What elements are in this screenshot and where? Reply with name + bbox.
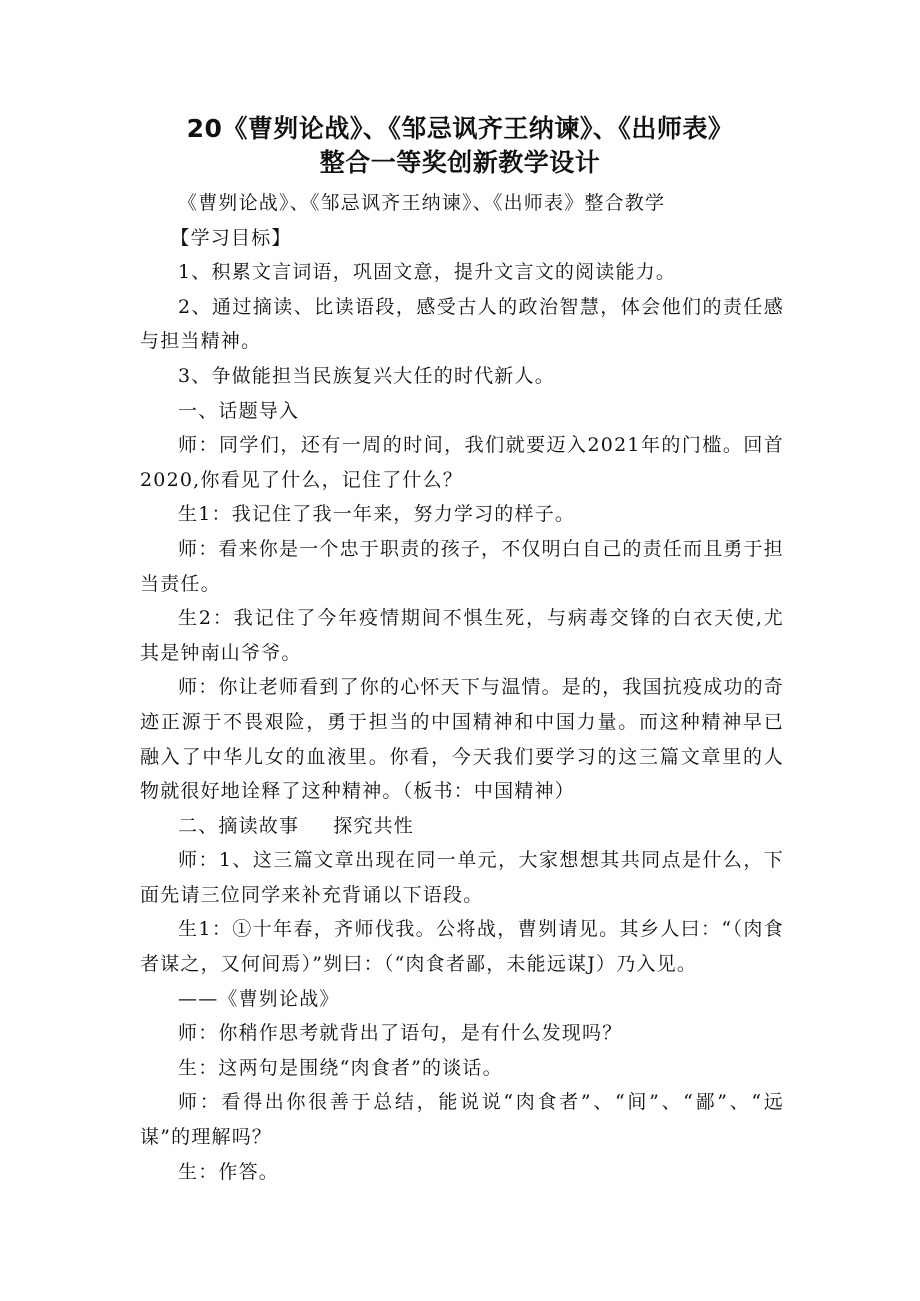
paragraph-dialogue: 师：1、这三篇文章出现在同一单元，大家想想其共同点是什么，下面先请三位同学来补充背诵以下语段。 (140, 849, 784, 906)
paragraph-dialogue: 生1：①十年春，齐师伐我。公将战，曹刿请见。其乡人曰：“（肉食者谋之，又何间焉）”刿曰：（“肉食者鄙，未能远谋J）乃入见。 (140, 918, 784, 976)
document-body (140, 186, 784, 1189)
paragraph-subtitle: 《曹刿论战》、《邹忌讽齐王纳谏》、《出师表》整合教学 (178, 192, 666, 214)
section-heading-2-part-1: 二、摘读故事 (178, 814, 300, 837)
paragraph-dialogue: 师：你稍作思考就背出了语句，是有什么发现吗？ (178, 1022, 623, 1045)
paragraph-dialogue: 生：作答。 (178, 1160, 280, 1183)
paragraph-dialogue: 师：同学们，还有一周的时间，我们就要迈入2021年的门槛。回首2020,你看见了什么，记住了什么？ (140, 434, 784, 491)
document-title-line-1: 20《曹刿论战》、《邹忌讽齐王纳谏》、《出师表》 (186, 114, 734, 143)
paragraph-objective-1: 1、积累文言词语，巩固文意，提升文言文的阅读能力。 (178, 261, 677, 284)
section-heading-2 (140, 809, 784, 844)
paragraph-objective-2: 2、通过摘读、比读语段，感受古人的政治智慧，体会他们的责任感与担当精神。 (140, 295, 784, 353)
paragraph-dialogue: 生1：我记住了我一年来，努力学习的样子。 (178, 503, 576, 526)
paragraph-objectives-heading: 【学习目标】 (170, 226, 292, 249)
document-title-line-2: 整合一等奖创新教学设计 (319, 148, 601, 177)
paragraph-dialogue: 师：你让老师看到了你的心怀天下与温情。是的，我国抗疫成功的奇迹正源于不畏艰险，勇于担当的中国精神和中国力量。而这种精神早已融入了中华儿女的血液里。你看，今天我们要学习的这三篇文章里的人物就很好地诠释了这种精神。（板书：中国精神） (140, 676, 785, 803)
paragraph-source: ——《曹刿论战》 (178, 987, 340, 1010)
paragraph-dialogue: 生：这两句是围绕“肉食者”的谈话。 (178, 1056, 503, 1079)
paragraph-dialogue: 生2：我记住了今年疫情期间不惧生死，与病毒交锋的白衣天使,尤其是钟南山爷爷。 (140, 607, 784, 664)
paragraph-dialogue: 师：看得出你很善于总结，能说说“肉食者”、“间”、“鄙”、“远谋”的理解吗？ (140, 1091, 784, 1149)
paragraph-dialogue: 师：看来你是一个忠于职责的孩子，不仅明白自己的责任而且勇于担当责任。 (140, 537, 785, 595)
paragraph-objective-3: 3、争做能担当民族复兴大任的时代新人。 (178, 364, 555, 387)
section-heading-2-part-2: 探究共性 (333, 814, 415, 837)
section-heading-1: 一、话题导入 (178, 399, 300, 422)
